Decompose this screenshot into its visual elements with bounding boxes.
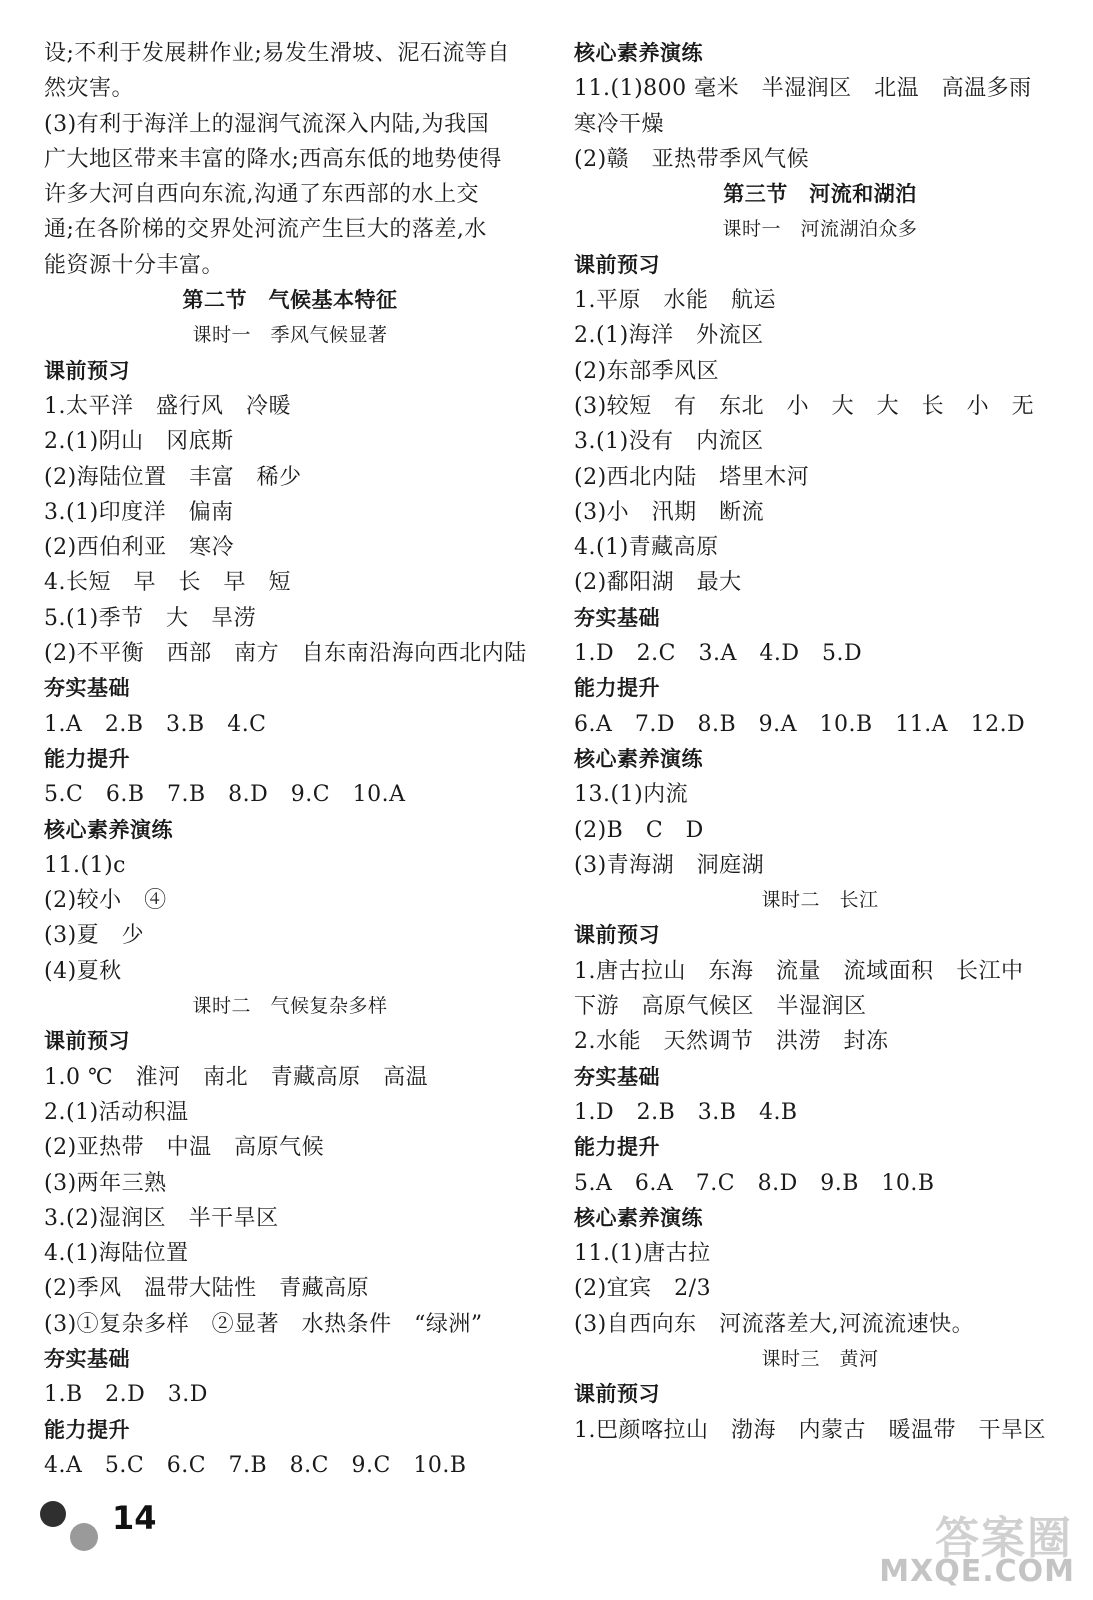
answer-line: (3)小 汛期 断流 [574,499,765,525]
answer-line: 13.(1)内流 [574,782,689,808]
lesson-title: 课时一 河流湖泊众多 [722,218,918,241]
answer-line: (2)季风 温带大陆性 青藏高原 [44,1276,370,1302]
subsection-heading: 夯实基础 [44,676,130,701]
answer-line: 5.A 6.A 7.C 8.D 9.B 10.B [574,1170,935,1196]
lesson-title: 课时二 气候复杂多样 [192,995,388,1018]
answer-line: (2)不平衡 西部 南方 自东南沿海向西北内陆 [44,641,527,667]
page-number: 14 [112,1499,157,1537]
answer-line: 2.水能 天然调节 洪涝 封冻 [574,1029,889,1055]
answer-line: 寒冷干燥 [574,111,665,137]
answer-line: 广大地区带来丰富的降水;西高东低的地势使得 [44,146,502,172]
answer-line: (3)①复杂多样 ②显著 水热条件 “绿洲” [44,1311,483,1337]
answer-line: 2.(1)阴山 冈底斯 [44,429,234,455]
answer-line: (2)东部季风区 [574,358,720,384]
answer-line: 5.C 6.B 7.B 8.D 9.C 10.A [44,782,406,808]
subsection-heading: 夯实基础 [44,1346,130,1371]
answer-line: 4.(1)海陆位置 [44,1241,189,1267]
answer-line: 11.(1)唐古拉 [574,1241,711,1267]
subsection-heading: 课前预习 [574,1382,660,1407]
answer-line: (3)较短 有 东北 小 大 大 长 小 无 [574,393,1035,419]
answer-line: 3.(1)印度洋 偏南 [44,499,234,525]
subsection-heading: 能力提升 [44,1417,130,1442]
subsection-heading: 核心素养演练 [44,817,173,842]
answer-line: (2)宜宾 2/3 [574,1276,712,1302]
decorative-dot-gray [70,1523,98,1551]
subsection-heading: 能力提升 [574,676,660,701]
answer-line: 然灾害。 [44,76,135,102]
answer-line: 下游 高原气候区 半湿润区 [574,994,867,1020]
subsection-heading: 核心素养演练 [574,1205,703,1230]
answer-line: (3)自西向东 河流落差大,河流流速快。 [574,1311,975,1337]
answer-line: 11.(1)c [44,852,126,878]
answer-line: 5.(1)季节 大 旱涝 [44,605,257,631]
answer-line: 11.(1)800 毫米 半湿润区 北温 高温多雨 [574,76,1032,102]
answer-line: 4.(1)青藏高原 [574,535,719,561]
answer-line: 1.巴颜喀拉山 渤海 内蒙古 暖温带 干旱区 [574,1417,1046,1443]
answer-line: 3.(1)没有 内流区 [574,429,764,455]
answer-line: 4.长短 早 长 早 短 [44,570,291,596]
subsection-heading: 课前预习 [574,252,660,277]
subsection-heading: 课前预习 [44,1029,130,1054]
section-title: 第三节 河流和湖泊 [723,182,917,207]
answer-line: 2.(1)活动积温 [44,1099,189,1125]
answer-line: 许多大河自西向东流,沟通了东西部的水上交 [44,182,479,208]
answer-line: 1.唐古拉山 东海 流量 流域面积 长江中 [574,958,1024,984]
lesson-title: 课时二 长江 [761,889,879,912]
page-footer [40,1497,240,1557]
answer-line: (2)较小 ④ [44,888,167,914]
answer-line: 4.A 5.C 6.C 7.B 8.C 9.C 10.B [44,1452,467,1478]
subsection-heading: 核心素养演练 [574,41,703,65]
right-column [574,36,1066,1448]
lesson-title: 课时一 季风气候显著 [192,324,388,347]
answer-line: (2)B C D [574,817,704,843]
watermark [879,1502,1079,1592]
answer-line: (2)海陆位置 丰富 稀少 [44,464,302,490]
answer-line: (3)青海湖 洞庭湖 [574,852,765,878]
subsection-heading: 课前预习 [574,923,660,948]
answer-line: 1.平原 水能 航运 [574,288,776,314]
answer-line: (3)两年三熟 [44,1170,167,1196]
answer-line: (4)夏秋 [44,958,122,984]
decorative-dot-dark [40,1501,66,1527]
answer-line: (2)亚热带 中温 高原气候 [44,1135,325,1161]
subsection-heading: 能力提升 [574,1135,660,1160]
answer-line: (3)夏 少 [44,923,145,949]
answer-line: 1.A 2.B 3.B 4.C [44,711,267,737]
answer-line: 1.D 2.B 3.B 4.B [574,1099,798,1125]
watermark-logo: 答案圈 [935,1513,1073,1564]
left-column [44,36,536,1483]
subsection-heading: 夯实基础 [574,1064,660,1089]
answer-line: 能资源十分丰富。 [44,252,225,278]
section-title: 第二节 气候基本特征 [182,288,398,313]
answer-line: 通;在各阶梯的交界处河流产生巨大的落差,水 [44,217,487,243]
answer-line: 1.太平洋 盛行风 冷暖 [44,393,291,419]
answer-line: 3.(2)湿润区 半干旱区 [44,1205,279,1231]
answer-line: (3)有利于海洋上的湿润气流深入内陆,为我国 [44,111,490,137]
subsection-heading: 课前预习 [44,358,130,383]
answer-line: (2)西北内陆 塔里木河 [574,464,810,490]
watermark-url: MXQE.COM [879,1554,1075,1589]
subsection-heading: 夯实基础 [574,605,660,630]
answer-line: (2)赣 亚热带季风气候 [574,146,810,172]
answer-line: 2.(1)海洋 外流区 [574,323,764,349]
answer-line: 1.D 2.C 3.A 4.D 5.D [574,641,863,667]
lesson-title: 课时三 黄河 [761,1347,879,1370]
answer-line: (2)西伯利亚 寒冷 [44,535,235,561]
answer-line: 6.A 7.D 8.B 9.A 10.B 11.A 12.D [574,711,1026,737]
answer-line: 设;不利于发展耕作业;易发生滑坡、泥石流等自 [44,41,510,66]
subsection-heading: 核心素养演练 [574,746,703,771]
answer-line: (2)鄱阳湖 最大 [574,570,742,596]
answer-line: 1.B 2.D 3.D [44,1382,208,1408]
answer-line: 1.0 ℃ 淮河 南北 青藏高原 高温 [44,1064,429,1090]
subsection-heading: 能力提升 [44,746,130,771]
